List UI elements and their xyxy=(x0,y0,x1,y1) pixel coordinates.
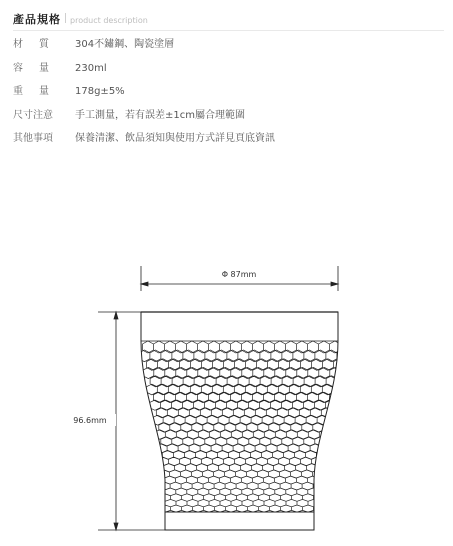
hex-facets xyxy=(139,341,363,517)
height-label: 96.6mm xyxy=(73,416,107,425)
spec-label: 尺寸注意 xyxy=(13,109,53,121)
width-label: Φ 87mm xyxy=(221,270,257,279)
spec-label: 重量 xyxy=(13,86,65,97)
cup-outline xyxy=(141,312,338,512)
cup-drawing xyxy=(139,312,363,530)
spec-subtitle: product description xyxy=(70,16,148,25)
spec-label: 容量 xyxy=(13,62,65,74)
spec-value: 178g±5% xyxy=(75,86,125,97)
spec-value: 手工測量，若有誤差±1cm屬合理範圍 xyxy=(75,109,245,121)
cup-base xyxy=(165,512,314,530)
spec-value: 230ml xyxy=(75,62,107,74)
spec-label: 材質 xyxy=(13,39,65,50)
hex-pattern xyxy=(139,341,363,517)
spec-value: 保養清潔、飲品須知與使用方式詳見頁底資訊 xyxy=(75,133,275,144)
spec-title: 產品規格 xyxy=(13,13,61,26)
spec-label: 其他事項 xyxy=(13,133,53,144)
spec-value: 304不鏽鋼、陶瓷塗層 xyxy=(75,39,175,50)
